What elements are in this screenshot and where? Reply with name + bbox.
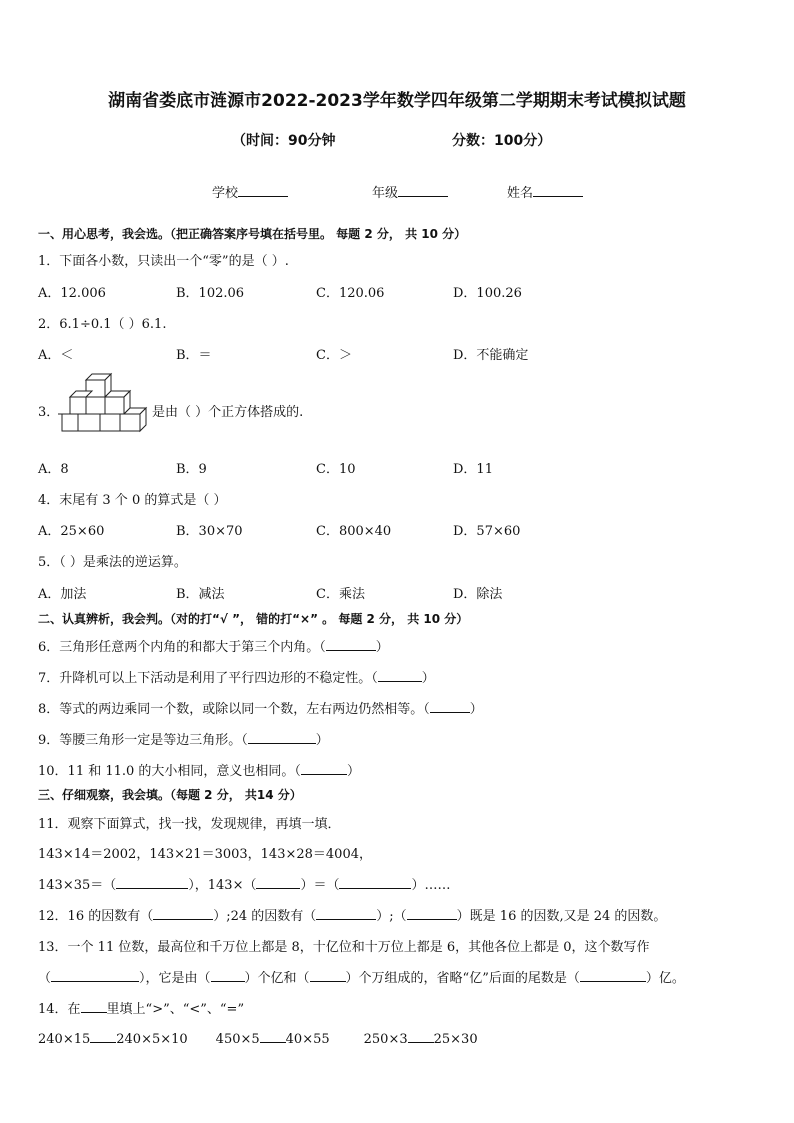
close-paren: ） <box>346 764 360 779</box>
q13-blank-4[interactable] <box>580 969 646 982</box>
question-10-text: 10．11 和 11.0 的大小相同，意义也相同。（ <box>38 764 301 779</box>
q11-text-c: ）＝（ <box>300 878 340 893</box>
q13-blank-3[interactable] <box>310 969 346 982</box>
q6-blank[interactable] <box>326 638 376 651</box>
q2-option-b[interactable]: B．＝ <box>176 348 212 363</box>
grade-blank[interactable] <box>398 184 448 197</box>
question-8 <box>38 698 483 717</box>
school-blank[interactable] <box>238 184 288 197</box>
q5-option-c[interactable]: C．乘法 <box>316 587 365 602</box>
q3-option-c[interactable]: C．10 <box>316 462 356 477</box>
grade-field <box>372 182 448 201</box>
q13-blank-1[interactable] <box>51 969 139 982</box>
q11-text-a: 143×35＝（ <box>38 878 117 893</box>
q8-blank[interactable] <box>430 700 470 713</box>
q4-option-b[interactable]: B．30×70 <box>176 524 243 539</box>
cube-stack-figure <box>56 372 148 442</box>
q3-option-a[interactable]: A．8 <box>38 462 69 477</box>
close-paren: ） <box>469 702 483 717</box>
question-12 <box>38 905 666 924</box>
q14-expr-3a: 250×3 <box>363 1032 408 1047</box>
name-field <box>507 182 583 201</box>
q9-blank[interactable] <box>248 731 316 744</box>
score-label: 分数：100分） <box>452 133 552 149</box>
section-1-heading: 一、用心思考，我会选。（把正确答案序号填在括号里。 每题 2 分， 共 10 分） <box>38 227 467 241</box>
q14-text-a: 14．在 <box>38 1002 81 1017</box>
q1-option-c[interactable]: C．120.06 <box>316 286 385 301</box>
close-paren: ） <box>315 733 329 748</box>
q13-text-e: ）亿。 <box>645 971 685 986</box>
q4-option-d[interactable]: D．57×60 <box>453 524 521 539</box>
q13-text-b: ），它是由（ <box>139 971 211 986</box>
q11-fill-line <box>38 874 451 893</box>
q2-option-a[interactable]: A．＜ <box>38 348 74 363</box>
q14-instruction-blank <box>81 1000 107 1013</box>
question-6 <box>38 636 389 655</box>
q14-blank-3[interactable] <box>408 1030 434 1043</box>
q12-text-d: ）既是 16 的因数,又是 24 的因数。 <box>456 909 667 924</box>
q5-option-a[interactable]: A．加法 <box>38 587 87 602</box>
q7-blank[interactable] <box>378 669 422 682</box>
question-3-number: 3． <box>38 405 60 420</box>
q12-text-a: 12．16 的因数有（ <box>38 909 154 924</box>
section-3-heading: 三、仔细观察，我会填。（每题 2 分， 共14 分） <box>38 788 302 802</box>
q14-expr-3b: 25×30 <box>433 1032 478 1047</box>
q3-option-b[interactable]: B．9 <box>176 462 207 477</box>
name-blank[interactable] <box>533 184 583 197</box>
grade-label: 年级 <box>372 186 399 201</box>
question-2: 2．6.1÷0.1（ ）6.1. <box>38 317 167 332</box>
q11-blank-2[interactable] <box>256 876 300 889</box>
question-9-text: 9．等腰三角形一定是等边三角形。（ <box>38 733 248 748</box>
time-label: （时间：90分钟 <box>232 133 336 149</box>
question-7-text: 7．升降机可以上下活动是利用了平行四边形的不稳定性。（ <box>38 671 378 686</box>
section-2-heading: 二、认真辨析，我会判。（对的打“√ ”， 错的打“×” 。 每题 2 分， 共 10 分） <box>38 612 469 626</box>
question-7 <box>38 667 435 686</box>
q11-equations: 143×14＝2002，143×21＝3003，143×28＝4004， <box>38 847 372 862</box>
question-14 <box>38 998 244 1017</box>
q3-option-d[interactable]: D．11 <box>453 462 493 477</box>
q12-blank-1[interactable] <box>153 907 213 920</box>
q1-option-d[interactable]: D．100.26 <box>453 286 522 301</box>
q13-fill-line <box>38 967 685 986</box>
q12-blank-3[interactable] <box>407 907 457 920</box>
close-paren: ） <box>421 671 435 686</box>
q10-blank[interactable] <box>301 762 347 775</box>
q12-text-b: ）;24 的因数有（ <box>213 909 317 924</box>
q14-expr-2a: 450×5 <box>215 1032 260 1047</box>
q11-blank-3[interactable] <box>339 876 411 889</box>
question-13: 13．一个 11 位数，最高位和千万位上都是 8，十亿位和十万位上都是 6，其他各位上都是 0，这个数写作 <box>38 940 650 955</box>
q1-option-a[interactable]: A．12.006 <box>38 286 106 301</box>
q14-expr-1a: 240×15 <box>38 1032 91 1047</box>
question-10 <box>38 760 360 779</box>
q12-blank-2[interactable] <box>316 907 376 920</box>
question-8-text: 8．等式的两边乘同一个数，或除以同一个数，左右两边仍然相等。（ <box>38 702 430 717</box>
q1-option-b[interactable]: B．102.06 <box>176 286 245 301</box>
school-label: 学校 <box>212 186 239 201</box>
q13-text-d: ）个万组成的，省略“亿”后面的尾数是（ <box>345 971 580 986</box>
q11-text-d: ）…… <box>411 878 451 893</box>
q14-expr-2b: 40×55 <box>285 1032 330 1047</box>
school-field <box>212 182 288 201</box>
q14-expr-1b: 240×5×10 <box>116 1032 188 1047</box>
q4-option-c[interactable]: C．800×40 <box>316 524 392 539</box>
q12-text-c: ）;（ <box>376 909 407 924</box>
q2-option-c[interactable]: C．＞ <box>316 348 352 363</box>
q13-blank-2[interactable] <box>211 969 245 982</box>
question-9 <box>38 729 329 748</box>
q5-option-b[interactable]: B．减法 <box>176 587 225 602</box>
close-paren: ） <box>375 640 389 655</box>
q13-text-c: ）个亿和（ <box>244 971 310 986</box>
question-4: 4．末尾有 3 个 0 的算式是（ ） <box>38 493 227 508</box>
q11-text-b: ），143×（ <box>188 878 257 893</box>
q2-option-d[interactable]: D．不能确定 <box>453 348 529 363</box>
q14-blank-1[interactable] <box>90 1030 116 1043</box>
q13-text-a: （ <box>38 971 52 986</box>
question-5: 5．（ ）是乘法的逆运算。 <box>38 555 187 570</box>
q14-comparisons <box>38 1030 478 1047</box>
q11-blank-1[interactable] <box>116 876 188 889</box>
q14-text-b: 里填上“>”、“<”、“=” <box>106 1002 245 1017</box>
q14-blank-2[interactable] <box>260 1030 286 1043</box>
question-11: 11．观察下面算式，找一找，发现规律，再填一填． <box>38 817 341 832</box>
question-1: 1．下面各小数，只读出一个“零”的是（ ）. <box>38 254 289 269</box>
exam-title: 湖南省娄底市涟源市2022-2023学年数学四年级第二学期期末考试模拟试题 <box>108 91 686 111</box>
q5-option-d[interactable]: D．除法 <box>453 587 503 602</box>
q4-option-a[interactable]: A．25×60 <box>38 524 105 539</box>
question-3-text: 是由（ ）个正方体搭成的. <box>152 405 304 420</box>
question-6-text: 6．三角形任意两个内角的和都大于第三个内角。（ <box>38 640 326 655</box>
name-label: 姓名 <box>507 186 534 201</box>
